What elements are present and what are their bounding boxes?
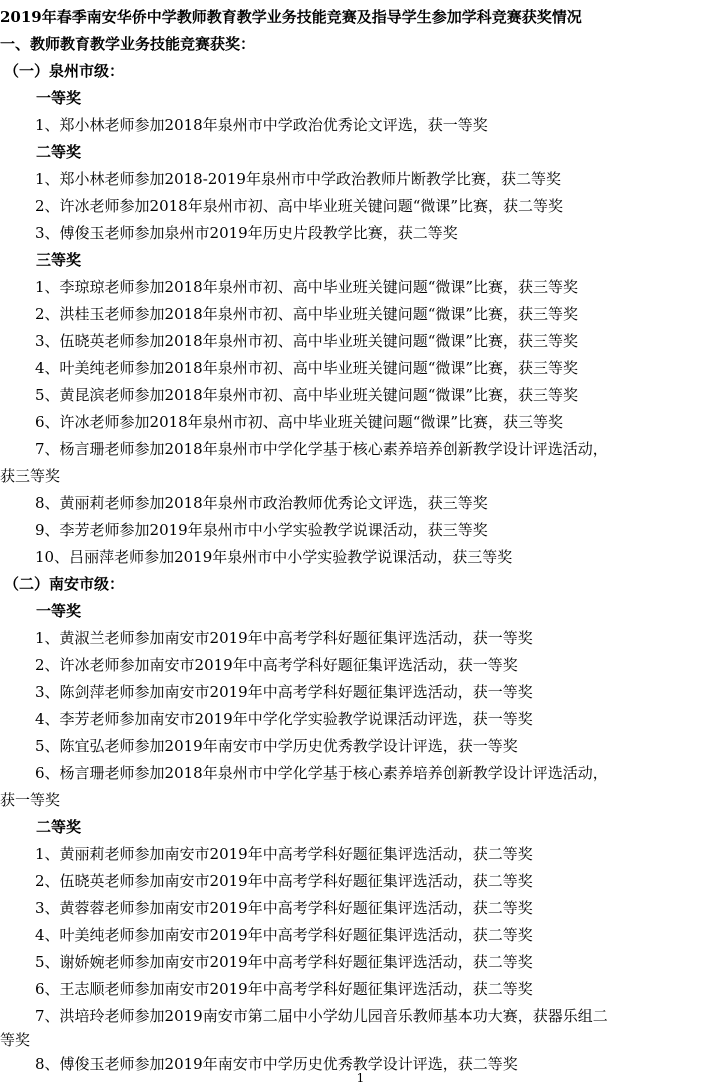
- nanan-first-prize-heading: 一等奖: [36, 602, 82, 620]
- list-item: 7、洪培玲老师参加2019南安市第二届中小学幼儿园音乐教师基本功大赛，获器乐组二: [35, 1007, 608, 1025]
- list-item: 3、陈剑萍老师参加南安市2019年中高考学科好题征集评选活动，获一等奖: [35, 683, 533, 701]
- list-item: 9、李芳老师参加2019年泉州市中小学实验教学说课活动，获三等奖: [35, 521, 488, 539]
- list-item: 6、王志顺老师参加南安市2019年中高考学科好题征集评选活动，获二等奖: [35, 980, 533, 998]
- quanzhou-third-prize-heading: 三等奖: [36, 251, 82, 269]
- subsection-heading-nanan: （二）南安市级：: [4, 575, 125, 593]
- list-item: 2、许冰老师参加南安市2019年中高考学科好题征集评选活动，获一等奖: [35, 656, 518, 674]
- list-item: 5、黄昆滨老师参加2018年泉州市初、高中毕业班关键问题“微课”比赛，获三等奖: [35, 386, 579, 404]
- quanzhou-first-prize-heading: 一等奖: [36, 89, 82, 107]
- document-title: 2019年春季南安华侨中学教师教育教学业务技能竞赛及指导学生参加学科竞赛获奖情况: [0, 8, 582, 26]
- list-item-continuation: 等奖: [0, 1031, 31, 1049]
- list-item: 4、叶美纯老师参加南安市2019年中高考学科好题征集评选活动，获二等奖: [35, 926, 533, 944]
- subsection-heading-quanzhou: （一）泉州市级：: [4, 62, 125, 80]
- list-item-continuation: 获三等奖: [0, 467, 61, 485]
- list-item: 1、黄淑兰老师参加南安市2019年中高考学科好题征集评选活动，获一等奖: [35, 629, 533, 647]
- list-item: 4、李芳老师参加南安市2019年中学化学实验教学说课活动评选，获一等奖: [35, 710, 533, 728]
- list-item: 2、洪桂玉老师参加2018年泉州市初、高中毕业班关键问题“微课”比赛，获三等奖: [35, 305, 579, 323]
- list-item: 4、叶美纯老师参加2018年泉州市初、高中毕业班关键问题“微课”比赛，获三等奖: [35, 359, 579, 377]
- list-item: 6、杨言珊老师参加2018年泉州市中学化学基于核心素养培养创新教学设计评选活动，: [35, 764, 608, 782]
- list-item: 5、陈宜弘老师参加2019年南安市中学历史优秀教学设计评选，获一等奖: [35, 737, 518, 755]
- list-item: 1、郑小林老师参加2018年泉州市中学政治优秀论文评选，获一等奖: [35, 116, 488, 134]
- quanzhou-second-prize-heading: 二等奖: [36, 143, 82, 161]
- list-item: 8、黄丽莉老师参加2018年泉州市政治教师优秀论文评选，获三等奖: [35, 494, 488, 512]
- list-item: 2、伍晓英老师参加南安市2019年中高考学科好题征集评选活动，获二等奖: [35, 872, 533, 890]
- list-item: 8、傅俊玉老师参加2019年南安市中学历史优秀教学设计评选，获二等奖: [35, 1055, 518, 1073]
- list-item-continuation: 获一等奖: [0, 791, 61, 809]
- list-item: 7、杨言珊老师参加2018年泉州市中学化学基于核心素养培养创新教学设计评选活动，: [35, 440, 608, 458]
- list-item: 2、许冰老师参加2018年泉州市初、高中毕业班关键问题“微课”比赛，获二等奖: [35, 197, 564, 215]
- nanan-second-prize-heading: 二等奖: [36, 818, 82, 836]
- list-item: 1、李琼琼老师参加2018年泉州市初、高中毕业班关键问题“微课”比赛，获三等奖: [35, 278, 579, 296]
- list-item: 10、吕丽萍老师参加2019年泉州市中小学实验教学说课活动，获三等奖: [35, 548, 513, 566]
- list-item: 5、谢娇婉老师参加南安市2019年中高考学科好题征集评选活动，获二等奖: [35, 953, 533, 971]
- list-item: 3、傅俊玉老师参加泉州市2019年历史片段教学比赛，获二等奖: [35, 224, 458, 242]
- section-heading-teacher-skills: 一、教师教育教学业务技能竞赛获奖：: [0, 35, 256, 53]
- list-item: 1、黄丽莉老师参加南安市2019年中高考学科好题征集评选活动，获二等奖: [35, 845, 533, 863]
- page-number: 1: [356, 1071, 365, 1085]
- list-item: 1、郑小林老师参加2018-2019年泉州市中学政治教师片断教学比赛，获二等奖: [35, 170, 561, 188]
- list-item: 3、伍晓英老师参加2018年泉州市初、高中毕业班关键问题“微课”比赛，获三等奖: [35, 332, 579, 350]
- list-item: 3、黄蓉蓉老师参加南安市2019年中高考学科好题征集评选活动，获二等奖: [35, 899, 533, 917]
- list-item: 6、许冰老师参加2018年泉州市初、高中毕业班关键问题“微课”比赛，获三等奖: [35, 413, 564, 431]
